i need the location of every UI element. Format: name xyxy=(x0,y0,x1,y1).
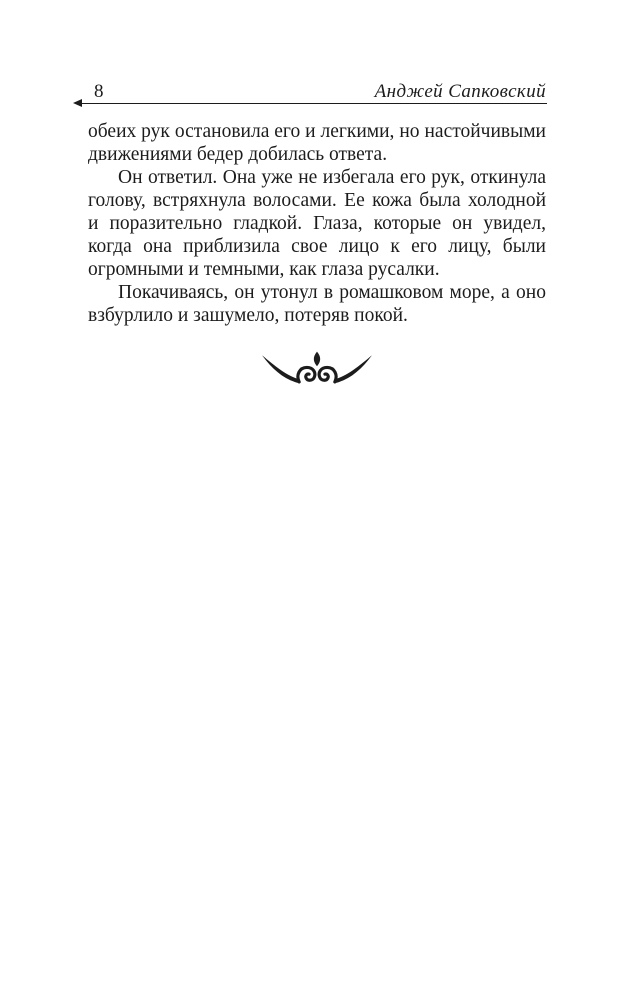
page-body xyxy=(88,120,546,327)
running-header xyxy=(88,81,546,103)
header-rule xyxy=(81,103,547,104)
paragraph: Покачиваясь, он утонул в ромашковом море, а оно взбурлило и зашумело, потеряв покой. xyxy=(88,282,546,326)
page-number: 8 xyxy=(94,81,104,102)
running-header-author: Анджей Сапковский xyxy=(374,81,546,102)
fleuron-icon xyxy=(261,350,373,391)
paragraph: Он ответил. Она уже не избегала его рук, откинула голову, встряхнула волосами. Ее кожа была холодной и поразительно гладкой. Глаза, которые он увидел, когда она приблизила свое лицо к его лицу, были огромными и темными, как глаза русалки. xyxy=(88,167,546,280)
paragraph: обеих рук остановила его и легкими, но настойчивыми движениями бедер добилась ответа. xyxy=(88,121,546,165)
left-arrow-icon xyxy=(73,99,82,107)
fleuron-divider xyxy=(88,350,546,391)
